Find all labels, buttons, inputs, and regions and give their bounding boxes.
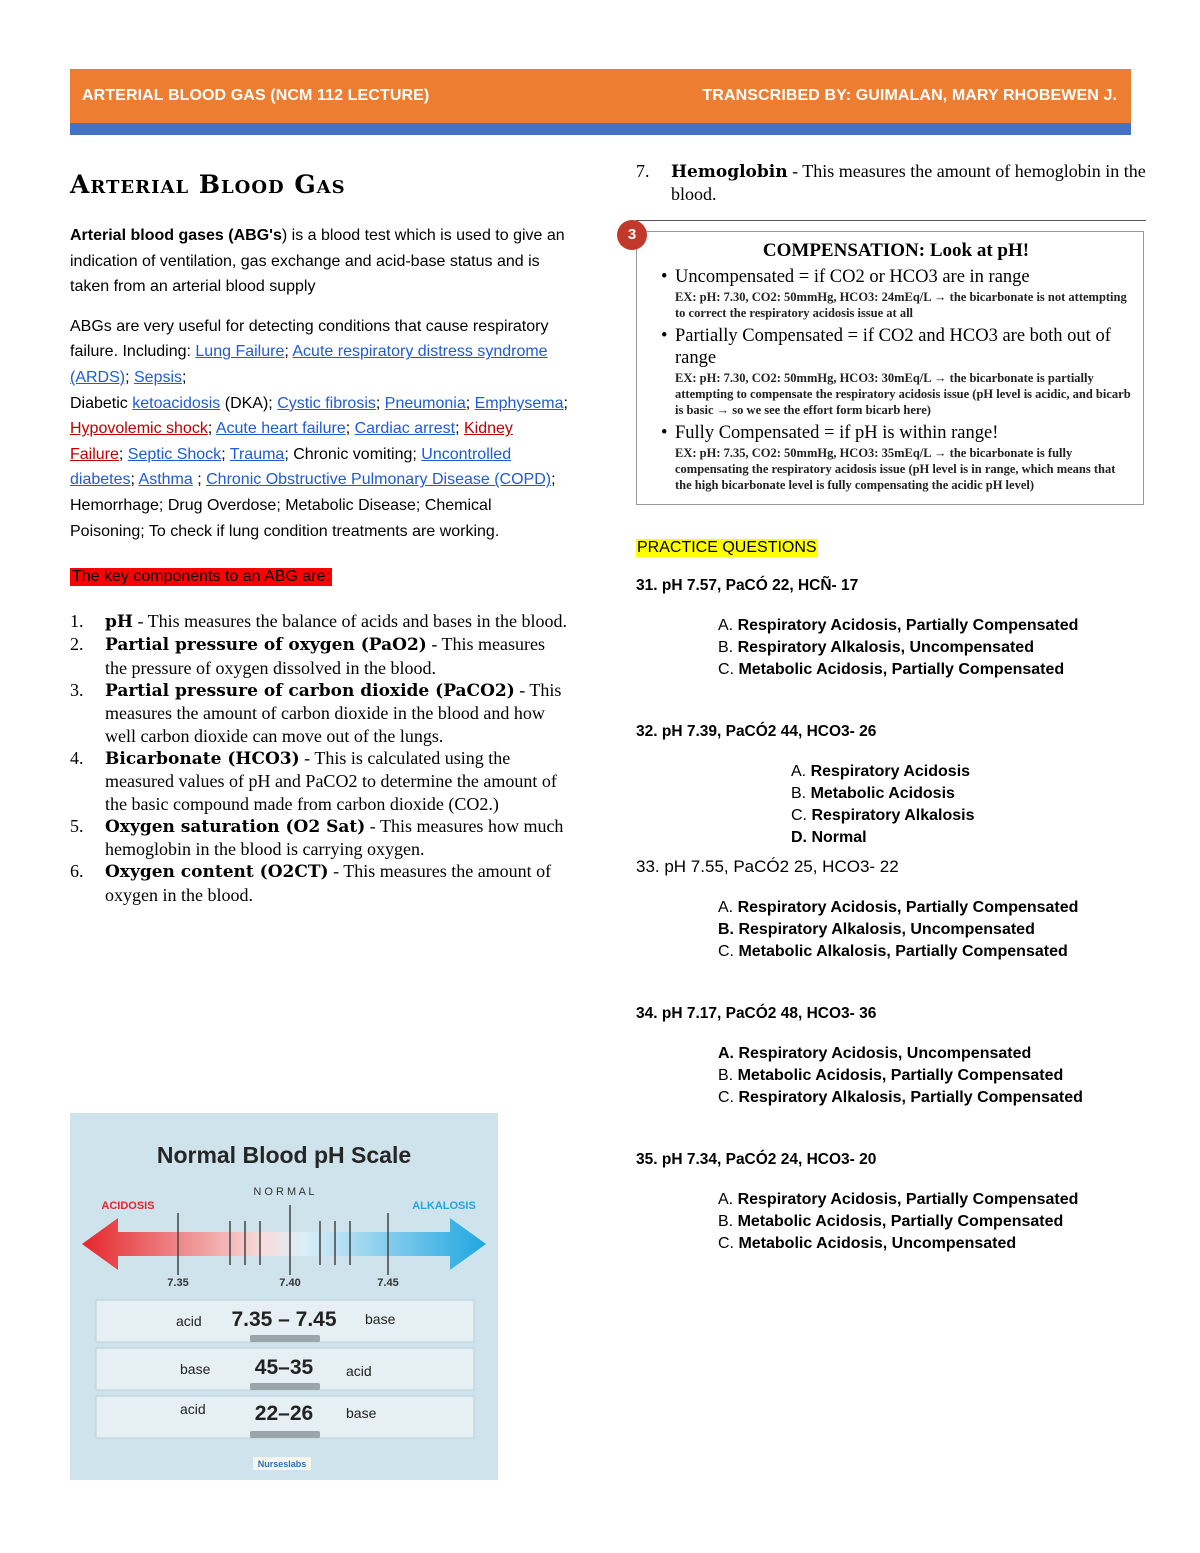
option-letter: D. <box>791 828 807 846</box>
compensation-box <box>627 226 1144 505</box>
option-text: Respiratory Acidosis, Uncompensated <box>738 1044 1032 1062</box>
header-left-title: ARTERIAL BLOOD GAS (NCM 112 LECTURE) <box>82 87 430 104</box>
list-number: 2. <box>70 634 84 655</box>
list-item[interactable] <box>718 615 1146 637</box>
option-letter: A. <box>791 762 807 780</box>
option-text: Respiratory Alkalosis <box>811 806 975 824</box>
option-letter: C. <box>791 806 807 824</box>
list-item[interactable] <box>718 637 1146 659</box>
component-name: Partial pressure of oxygen (PaO2) <box>105 635 427 656</box>
acidosis-label: ACIDOSIS <box>101 1200 155 1212</box>
question-35-options <box>718 1189 1146 1255</box>
row3-right: base <box>346 1405 377 1421</box>
list-item[interactable] <box>718 1065 1146 1087</box>
row3-pill <box>250 1431 320 1438</box>
list-item <box>70 747 570 815</box>
partially-compensated-example: EX: pH: 7.30, CO2: 50mmHg, HCO3: 30mEq/L → the bicarbonate is partially attempting to compensate the respiratory acidosis issue (pH level is acidic, and bicarb is basic → so we see the effort form bicarb here) <box>675 370 1131 417</box>
list-item <box>70 610 570 633</box>
tick-740: 7.40 <box>279 1277 301 1289</box>
uncompensated-example: EX: pH: 7.30, CO2: 50mmHg, HCO3: 24mEq/L → the bicarbonate is not attempting to correct the respiratory acidosis issue at all <box>675 289 1127 320</box>
component-name: Oxygen content (O2CT) <box>105 862 329 883</box>
left-column <box>70 170 570 906</box>
component-name: Partial pressure of carbon dioxide (PaCO2) <box>105 681 515 702</box>
bullet-icon: • <box>661 325 668 346</box>
option-letter: A. <box>718 1190 734 1208</box>
option-letter: B. <box>718 1212 734 1230</box>
abg-use-lead: ABGs are very useful for detecting conditions that cause respiratory failure. Including: <box>70 317 549 361</box>
question-33-options <box>718 897 1146 963</box>
component-desc: - This is calculated using the measured values of pH and PaCO2 to determine the amount of the basic compound made from carbon dioxide (CO2.) <box>105 747 557 814</box>
bullet-icon: • <box>661 266 668 287</box>
option-text: Respiratory Alkalosis, Uncompensated <box>738 920 1035 938</box>
component-name: pH <box>105 612 133 633</box>
intro-paragraph <box>70 223 570 300</box>
list-item[interactable] <box>718 1233 1146 1255</box>
option-text: Metabolic Acidosis, Partially Compensated <box>737 1212 1064 1230</box>
list-item <box>636 160 1146 206</box>
link-cardiac-arrest[interactable]: Cardiac arrest <box>354 420 456 438</box>
intro-text: ) is a blood test which is used to give an indication of ventilation, gas exchange and acid-base status and is taken from an arterial blood supply <box>70 227 565 296</box>
component-name: Hemoglobin <box>671 162 788 182</box>
list-item[interactable] <box>718 919 1146 941</box>
component-name: Oxygen saturation (O2 Sat) <box>105 816 366 837</box>
link-copd[interactable]: Chronic Obstructive Pulmonary Disease (COPD) <box>206 471 552 489</box>
ph-arrow <box>82 1218 486 1270</box>
bullet-icon: • <box>661 422 668 443</box>
list-item[interactable] <box>791 805 1146 827</box>
list-text <box>105 815 570 861</box>
option-text: Normal <box>811 828 867 846</box>
list-text <box>671 160 1146 206</box>
partially-compensated-title: Partially Compensated = if CO2 and HCO3 are both out of range <box>675 325 1111 368</box>
list-number: 6. <box>70 861 84 882</box>
nurseslabs-logo: Nurseslabs <box>257 1459 307 1469</box>
partially-compensated-item <box>661 325 1131 369</box>
alkalosis-label: ALKALOSIS <box>412 1200 476 1212</box>
fully-compensated-item <box>661 422 1131 444</box>
option-text: Metabolic Acidosis, Partially Compensated <box>737 1066 1064 1084</box>
list-item[interactable] <box>718 1211 1146 1233</box>
option-text: Metabolic Alkalosis, Partially Compensated <box>738 942 1068 960</box>
link-sepsis[interactable]: Sepsis <box>134 368 183 386</box>
header-divider <box>70 123 1131 135</box>
tick-735: 7.35 <box>167 1277 189 1289</box>
component-desc: - This measures the amount of oxygen in the blood. <box>105 861 552 905</box>
list-text <box>105 747 570 815</box>
option-letter: B. <box>791 784 807 802</box>
list-item[interactable] <box>718 897 1146 919</box>
list-item[interactable] <box>718 941 1146 963</box>
list-item[interactable] <box>718 1189 1146 1211</box>
question-32: 32. pH 7.39, PaCÓ2 44, HCO3- 26 <box>636 722 877 740</box>
question-32-options <box>791 761 1146 849</box>
option-letter: A. <box>718 616 734 634</box>
intro-bold: Arterial blood gases (ABG's <box>70 227 282 244</box>
link-asthma[interactable]: Asthma <box>138 471 193 489</box>
question-31: 31. pH 7.57, PaCÓ 22, HCÑ- 17 <box>636 576 859 594</box>
uncompensated-title: Uncompensated = if CO2 or HCO3 are in range <box>675 266 1030 287</box>
link-emphysema[interactable]: Emphysema <box>474 394 564 412</box>
option-text: Metabolic Acidosis, Partially Compensated <box>738 660 1065 678</box>
practice-questions-heading: PRACTICE QUESTIONS <box>637 538 817 556</box>
list-number: 3. <box>70 680 84 701</box>
option-letter: B. <box>718 1066 734 1084</box>
link-lung-failure[interactable]: Lung Failure <box>195 343 285 361</box>
list-item <box>70 860 570 906</box>
option-text: Metabolic Acidosis <box>810 784 955 802</box>
components-list <box>70 610 570 906</box>
uncompensated-item <box>661 266 1131 288</box>
option-letter: C. <box>718 1088 734 1106</box>
link-hypovolemic-shock[interactable]: Hypovolemic shock <box>70 420 208 438</box>
row1-left: acid <box>176 1313 202 1329</box>
option-text: Respiratory Acidosis <box>810 762 971 780</box>
link-pneumonia[interactable]: Pneumonia <box>384 394 466 412</box>
header-right-credit: TRANSCRIBED BY: GUIMALAN, MARY RHOBEWEN J. <box>702 87 1117 104</box>
link-acute-heart-failure[interactable]: Acute heart failure <box>215 420 346 438</box>
option-letter: C. <box>718 1234 734 1252</box>
link-septic-shock[interactable]: Septic Shock <box>127 445 222 463</box>
page-title: Arterial Blood Gas <box>70 170 346 199</box>
key-components-heading: The key components to an ABG are: <box>72 568 330 586</box>
component-desc: - This measures the amount of hemoglobin in the blood. <box>671 161 1146 205</box>
list-text <box>105 860 570 906</box>
option-letter: C. <box>718 942 734 960</box>
option-text: Respiratory Acidosis, Partially Compensated <box>737 898 1079 916</box>
normal-label: N O R M A L <box>253 1186 315 1198</box>
link-ketoacidosis[interactable]: ketoacidosis <box>132 394 221 412</box>
question-33: 33. pH 7.55, PaCÓ2 25, HCO3- 22 <box>636 856 899 876</box>
row2-pill <box>250 1383 320 1390</box>
list-number: 4. <box>70 747 84 768</box>
fully-compensated-example: EX: pH: 7.35, CO2: 50mmHg, HCO3: 35mEq/L → the bicarbonate is fully compensating the respiratory acidosis issue (pH level is in range, which means that the high bicarbonate level is fully compensating the acidic pH level) <box>675 445 1116 492</box>
option-letter: A. <box>718 898 734 916</box>
text-chronic-vomiting: ; Chronic vomiting; <box>284 445 422 463</box>
question-34: 34. pH 7.17, PaCÓ2 48, HCO3- 36 <box>636 1004 877 1022</box>
row2-right: acid <box>346 1363 372 1379</box>
ph-scale-graphic <box>70 1113 498 1480</box>
list-item[interactable] <box>791 783 1146 805</box>
option-letter: B. <box>718 638 734 656</box>
list-number: 5. <box>70 815 84 836</box>
text-tail: ; Hemorrhage; Drug Overdose; Metabolic Disease; Chemical Poisoning; To check if lung condition treatments are working. <box>70 471 556 540</box>
list-number: 1. <box>70 611 84 632</box>
fully-compensated-title: Fully Compensated = if pH is within range! <box>675 422 999 443</box>
row3-value: 22–26 <box>254 1402 314 1425</box>
question-31-options <box>718 615 1146 681</box>
text-dka: (DKA); <box>220 394 278 412</box>
number-badge: 3 <box>617 220 647 250</box>
option-letter: C. <box>718 660 734 678</box>
list-item[interactable] <box>718 1087 1146 1109</box>
link-ards[interactable]: Acute respiratory distress syndrome (ARDS) <box>70 343 548 386</box>
component-name: Bicarbonate (HCO3) <box>105 748 300 769</box>
component-desc: - This measures the balance of acids and bases in the blood. <box>132 611 567 632</box>
option-text: Respiratory Alkalosis, Uncompensated <box>737 638 1034 656</box>
ph-scale-title: Normal Blood pH Scale <box>156 1142 412 1168</box>
ph-scale-figure <box>70 1113 498 1480</box>
list-text <box>105 633 570 679</box>
question-35: 35. pH 7.34, PaCÓ2 24, HCO3- 20 <box>636 1150 877 1168</box>
link-cystic-fibrosis[interactable]: Cystic fibrosis <box>277 394 376 412</box>
list-item <box>70 679 570 747</box>
list-item <box>70 815 570 861</box>
list-text <box>105 679 570 747</box>
text-diabetic: Diabetic <box>70 394 133 412</box>
list-text <box>105 610 570 633</box>
row1-value: 7.35 – 7.45 <box>231 1308 337 1331</box>
row3-left: acid <box>180 1401 206 1417</box>
row2-left: base <box>180 1361 211 1377</box>
tick-745: 7.45 <box>377 1277 399 1289</box>
page-header <box>70 69 1131 123</box>
row1-right: base <box>365 1311 396 1327</box>
link-kidney-failure[interactable]: Kidney Failure <box>70 420 513 463</box>
option-letter: B. <box>718 920 734 938</box>
row2-value: 45–35 <box>254 1356 314 1379</box>
list-item[interactable] <box>791 761 1146 783</box>
list-item[interactable] <box>718 659 1146 681</box>
option-text: Respiratory Acidosis, Partially Compensated <box>737 1190 1079 1208</box>
option-text: Respiratory Alkalosis, Partially Compensated <box>738 1088 1083 1106</box>
right-column <box>627 160 1146 1255</box>
row1-pill <box>250 1335 320 1342</box>
component-desc: - This measures the amount of carbon dioxide in the blood and how well carbon dioxide can move out of the lungs. <box>105 680 562 746</box>
section-divider <box>636 220 1146 221</box>
question-34-options <box>718 1043 1146 1109</box>
option-letter: A. <box>718 1044 734 1062</box>
components-list-continued <box>636 160 1146 206</box>
option-text: Respiratory Acidosis, Partially Compensated <box>737 616 1079 634</box>
abg-use-paragraph: ABGs are very useful for detecting conditions that cause respiratory failure. Including: Lung Failure; Acute respiratory distress syndrome (ARDS); Sepsis; Diabetic ketoacidosis (DKA); Cystic fibrosis; Pneumonia; Emphysema; Hypovolemic shock; Acute heart failure; Cardiac arrest; Kidney Failure; Septic Shock; Trauma; Chronic vomiting; Uncontrolled diabetes; Asthma ; Chronic Obstructive Pulmonary Disease (COPD); Hemorrhage; Drug Overdose; Metabolic Disease; Chemical Poisoning; To check if lung condition treatments are working. <box>70 317 568 540</box>
compensation-title: COMPENSATION: Look at pH! <box>762 239 1030 261</box>
list-item[interactable] <box>718 1043 1146 1065</box>
component-desc: - This measures how much hemoglobin in the blood is carrying oxygen. <box>105 815 564 860</box>
component-desc: - This measures the pressure of oxygen dissolved in the blood. <box>105 634 545 678</box>
list-item <box>70 633 570 679</box>
list-number: 7. <box>636 161 650 181</box>
option-text: Metabolic Acidosis, Uncompensated <box>738 1234 1017 1252</box>
link-trauma[interactable]: Trauma <box>229 445 285 463</box>
link-uncontrolled-diabetes[interactable]: Uncontrolled diabetes <box>70 445 512 489</box>
list-item[interactable] <box>791 827 1146 849</box>
